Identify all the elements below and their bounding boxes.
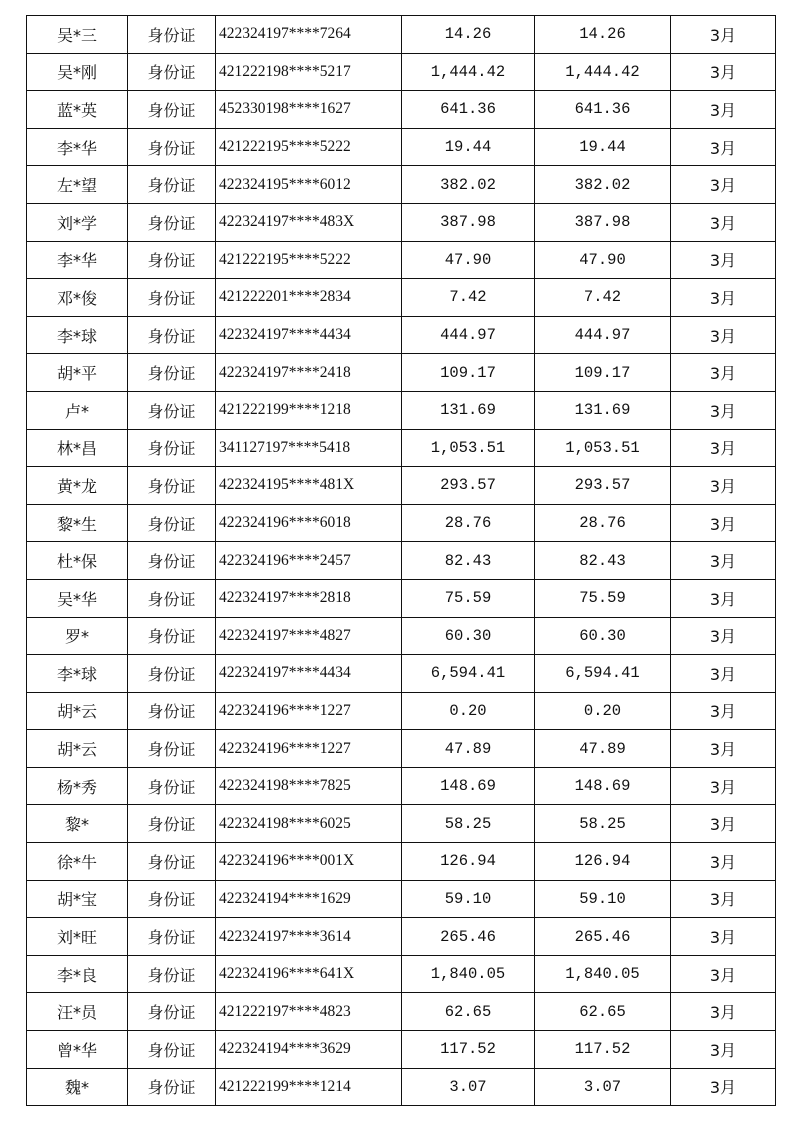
table-row [27, 241, 776, 279]
id-number-cell: 422324194****3629 [216, 1031, 402, 1069]
id-type-cell: 身份证 [128, 166, 216, 204]
amount-cell: 6,594.41 [402, 655, 535, 693]
amount-paid-cell: 75.59 [535, 579, 671, 617]
id-number-cell: 421222199****1214 [216, 1068, 402, 1106]
id-number-cell: 422324197****7264 [216, 16, 402, 54]
id-number-cell: 422324196****6018 [216, 504, 402, 542]
table-body [27, 16, 776, 1106]
name-cell: 汪*员 [27, 993, 128, 1031]
amount-paid-cell: 382.02 [535, 166, 671, 204]
id-number-cell: 421222197****4823 [216, 993, 402, 1031]
amount-paid-cell: 82.43 [535, 542, 671, 580]
id-type-cell: 身份证 [128, 767, 216, 805]
id-number-cell: 422324197****2418 [216, 354, 402, 392]
name-cell: 林*昌 [27, 429, 128, 467]
table-row [27, 203, 776, 241]
month-cell: 3月 [671, 467, 776, 505]
month-cell: 3月 [671, 128, 776, 166]
id-type-cell: 身份证 [128, 203, 216, 241]
id-number-cell: 421222201****2834 [216, 279, 402, 317]
amount-cell: 293.57 [402, 467, 535, 505]
id-type-cell: 身份证 [128, 918, 216, 956]
id-number-cell: 422324196****641X [216, 955, 402, 993]
id-number-cell: 422324195****6012 [216, 166, 402, 204]
amount-paid-cell: 1,053.51 [535, 429, 671, 467]
table-row [27, 993, 776, 1031]
amount-paid-cell: 117.52 [535, 1031, 671, 1069]
id-number-cell: 421222195****5222 [216, 128, 402, 166]
name-cell: 李*华 [27, 128, 128, 166]
month-cell: 3月 [671, 203, 776, 241]
month-cell: 3月 [671, 504, 776, 542]
amount-paid-cell: 60.30 [535, 617, 671, 655]
id-type-cell: 身份证 [128, 730, 216, 768]
id-type-cell: 身份证 [128, 843, 216, 881]
id-number-cell: 422324198****7825 [216, 767, 402, 805]
id-number-cell: 422324196****1227 [216, 730, 402, 768]
month-cell: 3月 [671, 91, 776, 129]
name-cell: 蓝*英 [27, 91, 128, 129]
month-cell: 3月 [671, 542, 776, 580]
id-number-cell: 422324197****4434 [216, 316, 402, 354]
amount-paid-cell: 62.65 [535, 993, 671, 1031]
amount-cell: 82.43 [402, 542, 535, 580]
payment-table [26, 15, 776, 1106]
id-type-cell: 身份证 [128, 53, 216, 91]
document-page [26, 15, 775, 1106]
amount-paid-cell: 47.89 [535, 730, 671, 768]
name-cell: 邓*俊 [27, 279, 128, 317]
month-cell: 3月 [671, 918, 776, 956]
id-type-cell: 身份证 [128, 1068, 216, 1106]
amount-cell: 75.59 [402, 579, 535, 617]
amount-cell: 387.98 [402, 203, 535, 241]
id-number-cell: 422324197****3614 [216, 918, 402, 956]
name-cell: 李*球 [27, 316, 128, 354]
table-row [27, 805, 776, 843]
amount-cell: 0.20 [402, 692, 535, 730]
amount-cell: 3.07 [402, 1068, 535, 1106]
id-type-cell: 身份证 [128, 467, 216, 505]
id-type-cell: 身份证 [128, 542, 216, 580]
table-row [27, 128, 776, 166]
amount-paid-cell: 641.36 [535, 91, 671, 129]
month-cell: 3月 [671, 429, 776, 467]
amount-paid-cell: 1,840.05 [535, 955, 671, 993]
table-row [27, 279, 776, 317]
name-cell: 黄*龙 [27, 467, 128, 505]
id-type-cell: 身份证 [128, 241, 216, 279]
id-number-cell: 421222195****5222 [216, 241, 402, 279]
id-number-cell: 422324196****2457 [216, 542, 402, 580]
table-row [27, 579, 776, 617]
table-row [27, 843, 776, 881]
id-type-cell: 身份证 [128, 579, 216, 617]
id-number-cell: 422324194****1629 [216, 880, 402, 918]
name-cell: 杨*秀 [27, 767, 128, 805]
id-type-cell: 身份证 [128, 128, 216, 166]
id-type-cell: 身份证 [128, 354, 216, 392]
amount-cell: 641.36 [402, 91, 535, 129]
amount-cell: 47.90 [402, 241, 535, 279]
month-cell: 3月 [671, 316, 776, 354]
name-cell: 徐*牛 [27, 843, 128, 881]
id-type-cell: 身份证 [128, 504, 216, 542]
amount-cell: 1,444.42 [402, 53, 535, 91]
id-number-cell: 422324196****001X [216, 843, 402, 881]
amount-cell: 265.46 [402, 918, 535, 956]
amount-paid-cell: 3.07 [535, 1068, 671, 1106]
table-row [27, 429, 776, 467]
id-type-cell: 身份证 [128, 1031, 216, 1069]
id-type-cell: 身份证 [128, 955, 216, 993]
name-cell: 李*良 [27, 955, 128, 993]
id-type-cell: 身份证 [128, 805, 216, 843]
id-type-cell: 身份证 [128, 692, 216, 730]
table-row [27, 1031, 776, 1069]
amount-paid-cell: 14.26 [535, 16, 671, 54]
table-row [27, 316, 776, 354]
amount-paid-cell: 47.90 [535, 241, 671, 279]
amount-paid-cell: 59.10 [535, 880, 671, 918]
name-cell: 李*球 [27, 655, 128, 693]
name-cell: 罗* [27, 617, 128, 655]
id-type-cell: 身份证 [128, 993, 216, 1031]
month-cell: 3月 [671, 166, 776, 204]
amount-cell: 28.76 [402, 504, 535, 542]
month-cell: 3月 [671, 655, 776, 693]
month-cell: 3月 [671, 955, 776, 993]
table-row [27, 730, 776, 768]
name-cell: 杜*保 [27, 542, 128, 580]
amount-paid-cell: 387.98 [535, 203, 671, 241]
amount-cell: 60.30 [402, 617, 535, 655]
table-row [27, 53, 776, 91]
amount-cell: 109.17 [402, 354, 535, 392]
table-row [27, 542, 776, 580]
name-cell: 胡*云 [27, 730, 128, 768]
amount-paid-cell: 126.94 [535, 843, 671, 881]
name-cell: 曾*华 [27, 1031, 128, 1069]
name-cell: 胡*云 [27, 692, 128, 730]
table-row [27, 767, 776, 805]
id-type-cell: 身份证 [128, 391, 216, 429]
amount-cell: 58.25 [402, 805, 535, 843]
table-row [27, 955, 776, 993]
month-cell: 3月 [671, 1031, 776, 1069]
amount-paid-cell: 265.46 [535, 918, 671, 956]
table-row [27, 918, 776, 956]
id-type-cell: 身份证 [128, 655, 216, 693]
id-number-cell: 421222199****1218 [216, 391, 402, 429]
amount-cell: 1,053.51 [402, 429, 535, 467]
amount-cell: 14.26 [402, 16, 535, 54]
amount-paid-cell: 28.76 [535, 504, 671, 542]
amount-cell: 47.89 [402, 730, 535, 768]
month-cell: 3月 [671, 354, 776, 392]
amount-cell: 59.10 [402, 880, 535, 918]
name-cell: 黎*生 [27, 504, 128, 542]
month-cell: 3月 [671, 279, 776, 317]
amount-cell: 1,840.05 [402, 955, 535, 993]
table-row [27, 166, 776, 204]
amount-paid-cell: 109.17 [535, 354, 671, 392]
amount-cell: 19.44 [402, 128, 535, 166]
amount-paid-cell: 7.42 [535, 279, 671, 317]
month-cell: 3月 [671, 880, 776, 918]
name-cell: 吴*三 [27, 16, 128, 54]
month-cell: 3月 [671, 1068, 776, 1106]
amount-cell: 7.42 [402, 279, 535, 317]
month-cell: 3月 [671, 16, 776, 54]
id-type-cell: 身份证 [128, 880, 216, 918]
amount-cell: 131.69 [402, 391, 535, 429]
name-cell: 刘*学 [27, 203, 128, 241]
month-cell: 3月 [671, 579, 776, 617]
amount-paid-cell: 1,444.42 [535, 53, 671, 91]
month-cell: 3月 [671, 843, 776, 881]
amount-paid-cell: 131.69 [535, 391, 671, 429]
name-cell: 卢* [27, 391, 128, 429]
table-row [27, 91, 776, 129]
amount-paid-cell: 293.57 [535, 467, 671, 505]
table-row [27, 504, 776, 542]
name-cell: 黎* [27, 805, 128, 843]
table-row [27, 617, 776, 655]
amount-paid-cell: 444.97 [535, 316, 671, 354]
month-cell: 3月 [671, 805, 776, 843]
month-cell: 3月 [671, 692, 776, 730]
table-row [27, 1068, 776, 1106]
month-cell: 3月 [671, 241, 776, 279]
table-row [27, 354, 776, 392]
id-number-cell: 422324197****483X [216, 203, 402, 241]
id-type-cell: 身份证 [128, 429, 216, 467]
amount-paid-cell: 58.25 [535, 805, 671, 843]
table-row [27, 692, 776, 730]
id-type-cell: 身份证 [128, 617, 216, 655]
id-number-cell: 422324197****4434 [216, 655, 402, 693]
name-cell: 胡*平 [27, 354, 128, 392]
amount-paid-cell: 0.20 [535, 692, 671, 730]
id-number-cell: 422324195****481X [216, 467, 402, 505]
month-cell: 3月 [671, 391, 776, 429]
id-number-cell: 341127197****5418 [216, 429, 402, 467]
id-number-cell: 452330198****1627 [216, 91, 402, 129]
table-row [27, 880, 776, 918]
table-row [27, 16, 776, 54]
month-cell: 3月 [671, 730, 776, 768]
amount-cell: 148.69 [402, 767, 535, 805]
amount-cell: 117.52 [402, 1031, 535, 1069]
month-cell: 3月 [671, 53, 776, 91]
name-cell: 左*望 [27, 166, 128, 204]
month-cell: 3月 [671, 767, 776, 805]
name-cell: 吴*华 [27, 579, 128, 617]
table-row [27, 391, 776, 429]
id-type-cell: 身份证 [128, 316, 216, 354]
id-type-cell: 身份证 [128, 91, 216, 129]
id-number-cell: 421222198****5217 [216, 53, 402, 91]
table-row [27, 467, 776, 505]
amount-paid-cell: 6,594.41 [535, 655, 671, 693]
name-cell: 吴*刚 [27, 53, 128, 91]
amount-paid-cell: 148.69 [535, 767, 671, 805]
month-cell: 3月 [671, 617, 776, 655]
amount-cell: 444.97 [402, 316, 535, 354]
month-cell: 3月 [671, 993, 776, 1031]
id-type-cell: 身份证 [128, 16, 216, 54]
amount-cell: 126.94 [402, 843, 535, 881]
name-cell: 胡*宝 [27, 880, 128, 918]
id-type-cell: 身份证 [128, 279, 216, 317]
id-number-cell: 422324198****6025 [216, 805, 402, 843]
name-cell: 李*华 [27, 241, 128, 279]
amount-paid-cell: 19.44 [535, 128, 671, 166]
table-row [27, 655, 776, 693]
id-number-cell: 422324197****2818 [216, 579, 402, 617]
amount-cell: 62.65 [402, 993, 535, 1031]
id-number-cell: 422324196****1227 [216, 692, 402, 730]
name-cell: 魏* [27, 1068, 128, 1106]
amount-cell: 382.02 [402, 166, 535, 204]
id-number-cell: 422324197****4827 [216, 617, 402, 655]
name-cell: 刘*旺 [27, 918, 128, 956]
